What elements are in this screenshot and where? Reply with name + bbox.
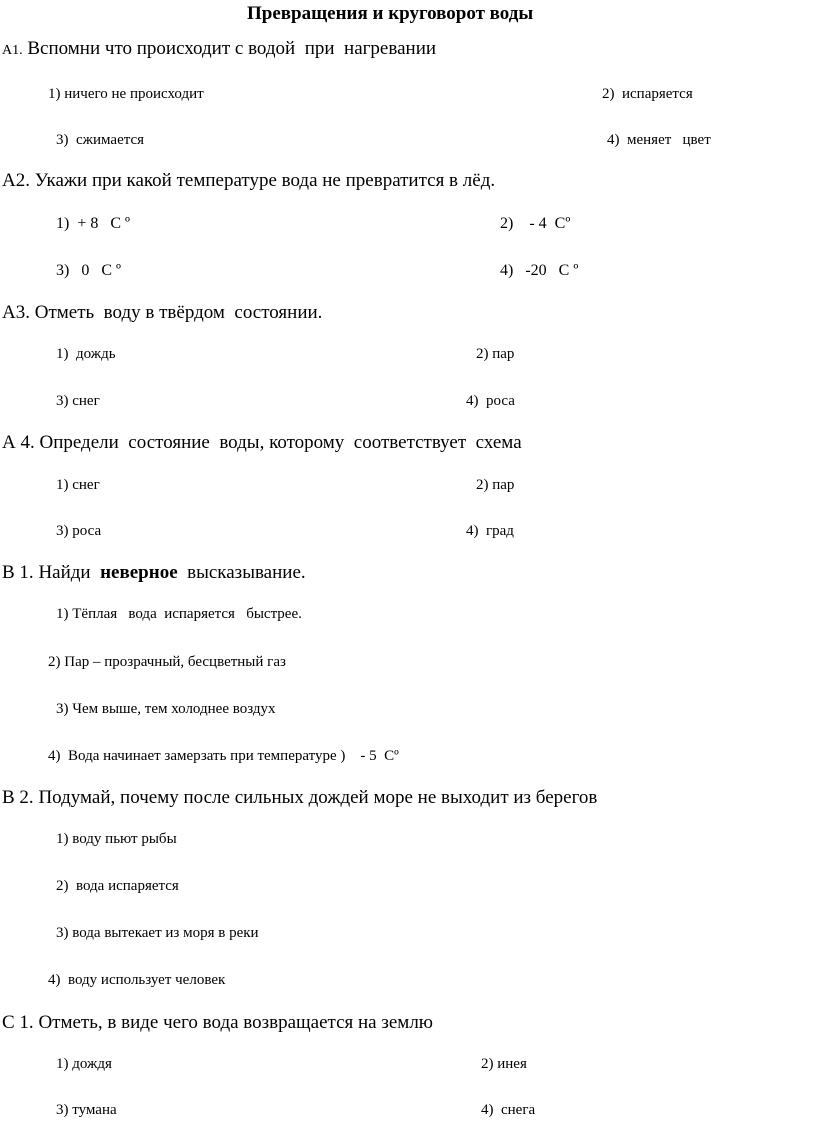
option-b1-4: 4) Вода начинает замерзать при температуре ) - 5 Сº <box>48 748 399 764</box>
question-number: С 1. <box>2 1012 34 1033</box>
option-a1-2: 2) испаряется <box>602 86 693 102</box>
question-text: Укажи при какой температуре вода не превратится в лёд. <box>34 170 496 191</box>
option-a2-3: 3) 0 С º <box>56 262 121 279</box>
option-a2-4: 4) -20 С º <box>500 262 579 279</box>
option-a3-3: 3) снег <box>56 393 100 409</box>
question-number: В 2. <box>2 787 34 808</box>
option-a1-3: 3) сжимается <box>56 132 145 148</box>
option-a1-4: 4) меняет цвет <box>607 132 711 148</box>
question-number: А1. <box>2 43 23 58</box>
question-text: Найди <box>38 562 101 583</box>
question-number: А 4. <box>2 432 35 453</box>
question-b2 <box>2 787 597 809</box>
option-c1-1: 1) дождя <box>56 1056 112 1072</box>
option-b2-4: 4) воду использует человек <box>48 972 226 988</box>
question-c1 <box>2 1012 433 1034</box>
option-b2-3: 3) вода вытекает из моря в реки <box>56 925 259 941</box>
question-number: А3. <box>2 302 30 323</box>
option-a3-1: 1) дождь <box>56 346 116 362</box>
question-a3 <box>2 302 322 324</box>
option-a1-1: 1) ничего не происходит <box>48 86 204 102</box>
option-a4-4: 4) град <box>466 523 514 539</box>
question-text-end: высказывание. <box>177 562 306 583</box>
option-a2-1: 1) + 8 С º <box>56 215 130 232</box>
question-number: А2. <box>2 170 30 191</box>
option-a4-1: 1) снег <box>56 477 100 493</box>
option-b1-3: 3) Чем выше, тем холоднее воздух <box>56 701 276 717</box>
option-b1-1: 1) Тёплая вода испаряется быстрее. <box>56 606 302 622</box>
question-emphasis: неверное <box>100 562 178 583</box>
question-text: Определи состояние воды, которому соответствует схема <box>39 432 522 453</box>
question-a2 <box>2 170 495 192</box>
option-b2-2: 2) вода испаряется <box>56 878 179 894</box>
option-a4-2: 2) пар <box>476 477 515 493</box>
option-c1-2: 2) инея <box>481 1056 527 1072</box>
question-a1 <box>2 38 436 60</box>
option-c1-3: 3) тумана <box>56 1102 117 1118</box>
option-a3-4: 4) роса <box>466 393 515 409</box>
option-c1-4: 4) снега <box>481 1102 536 1118</box>
question-text: Отметь, в виде чего вода возвращается на землю <box>38 1012 433 1033</box>
option-a3-2: 2) пар <box>476 346 515 362</box>
option-a4-3: 3) роса <box>56 523 102 539</box>
option-b2-1: 1) воду пьют рыбы <box>56 831 177 847</box>
question-b1 <box>2 562 306 584</box>
question-number: В 1. <box>2 562 34 583</box>
question-a4 <box>2 432 522 454</box>
question-text: Отметь воду в твёрдом состоянии. <box>34 302 323 323</box>
option-a2-2: 2) - 4 Сº <box>500 215 571 232</box>
question-text: Подумай, почему после сильных дождей море не выходит из берегов <box>38 787 598 808</box>
page-title: Превращения и круговорот воды <box>247 3 534 24</box>
question-text: Вспомни что происходит с водой при нагревании <box>27 38 437 59</box>
option-b1-2: 2) Пар – прозрачный, бесцветный газ <box>48 654 286 670</box>
